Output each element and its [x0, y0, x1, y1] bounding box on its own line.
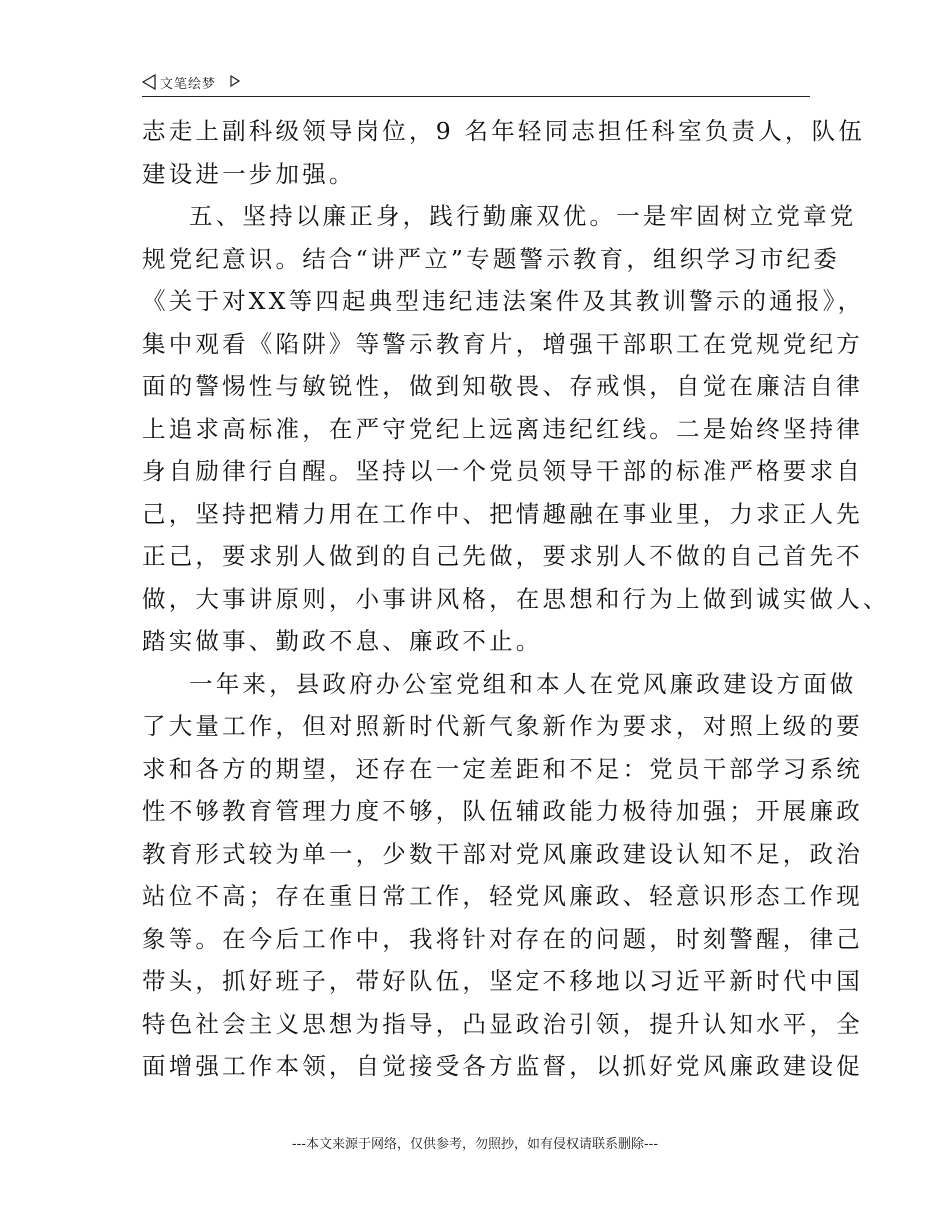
text-line: 特色社会主义思想为指导，凸显政治引领，提升认知水平，全 — [142, 1009, 863, 1038]
text-line: 站位不高；存在重日常工作，轻党风廉政、轻意识形态工作现 — [142, 882, 863, 910]
page-header — [142, 70, 810, 97]
text-line: 面增强工作本领，自觉接受各方监督，以抓好党风廉政建设促 — [142, 1052, 863, 1080]
text-line: 建设进一步加强。 — [142, 159, 356, 188]
text-line: 教育形式较为单一，少数干部对党风廉政建设认知不足，政治 — [142, 839, 863, 868]
right-triangle-icon — [230, 75, 240, 87]
text-line: 身自励律行自醒。坚持以一个党员领导干部的标准严格要求自 — [142, 457, 863, 485]
text-line: 性不够教育管理力度不够，队伍辅政能力极待加强；开展廉政 — [142, 797, 863, 825]
page-footer: ---本文来源于网络，仅供参考，勿照抄，如有侵权请联系删除--- — [291, 1137, 659, 1152]
text-line: 一年来，县政府办公室党组和本人在党风廉政建设方面做 — [189, 669, 857, 698]
text-line: 集中观看《陷阱》等警示教育片，增强干部职工在党规党纪方 — [142, 329, 863, 358]
text-line: 做，大事讲原则，小事讲风格，在思想和行为上做到诚实做人、 — [142, 584, 890, 613]
text-line: 上追求高标准，在严守党纪上远离违纪红线。二是始终坚持律 — [142, 414, 863, 443]
text-line: 五、坚持以廉正身，践行勤廉双优。一是牢固树立党章党 — [189, 202, 857, 230]
text-line: 象等。在今后工作中，我将针对存在的问题，时刻警醒，律己 — [142, 924, 863, 953]
header-brand: 文笔绘梦 — [160, 77, 217, 92]
text-line: 《关于对XX等四起典型违纪违法案件及其教训警示的通报》， — [142, 287, 865, 315]
text-line: 己，坚持把精力用在工作中、把情趣融在事业里，力求正人先 — [142, 499, 863, 528]
text-line: 规党纪意识。结合“讲严立”专题警示教育，组织学习市纪委 — [142, 244, 840, 273]
left-triangle-icon — [142, 74, 156, 90]
text-line: 面的警惕性与敏锐性，做到知敬畏、存戒惧，自觉在廉洁自律 — [142, 372, 863, 400]
text-line: 带头，抓好班子，带好队伍，坚定不移地以习近平新时代中国 — [142, 967, 863, 995]
text-line: 正己，要求别人做到的自己先做，要求别人不做的自己首先不 — [142, 542, 863, 570]
document-body — [142, 110, 890, 1088]
text-line: 踏实做事、勤政不息、廉政不止。 — [142, 627, 543, 655]
text-line: 求和各方的期望，还存在一定差距和不足：党员干部学习系统 — [142, 754, 863, 783]
text-line: 了大量工作，但对照新时代新气象新作为要求，对照上级的要 — [142, 712, 863, 740]
text-line: 志走上副科级领导岗位，9 名年轻同志担任科室负责人，队伍 — [142, 117, 866, 145]
